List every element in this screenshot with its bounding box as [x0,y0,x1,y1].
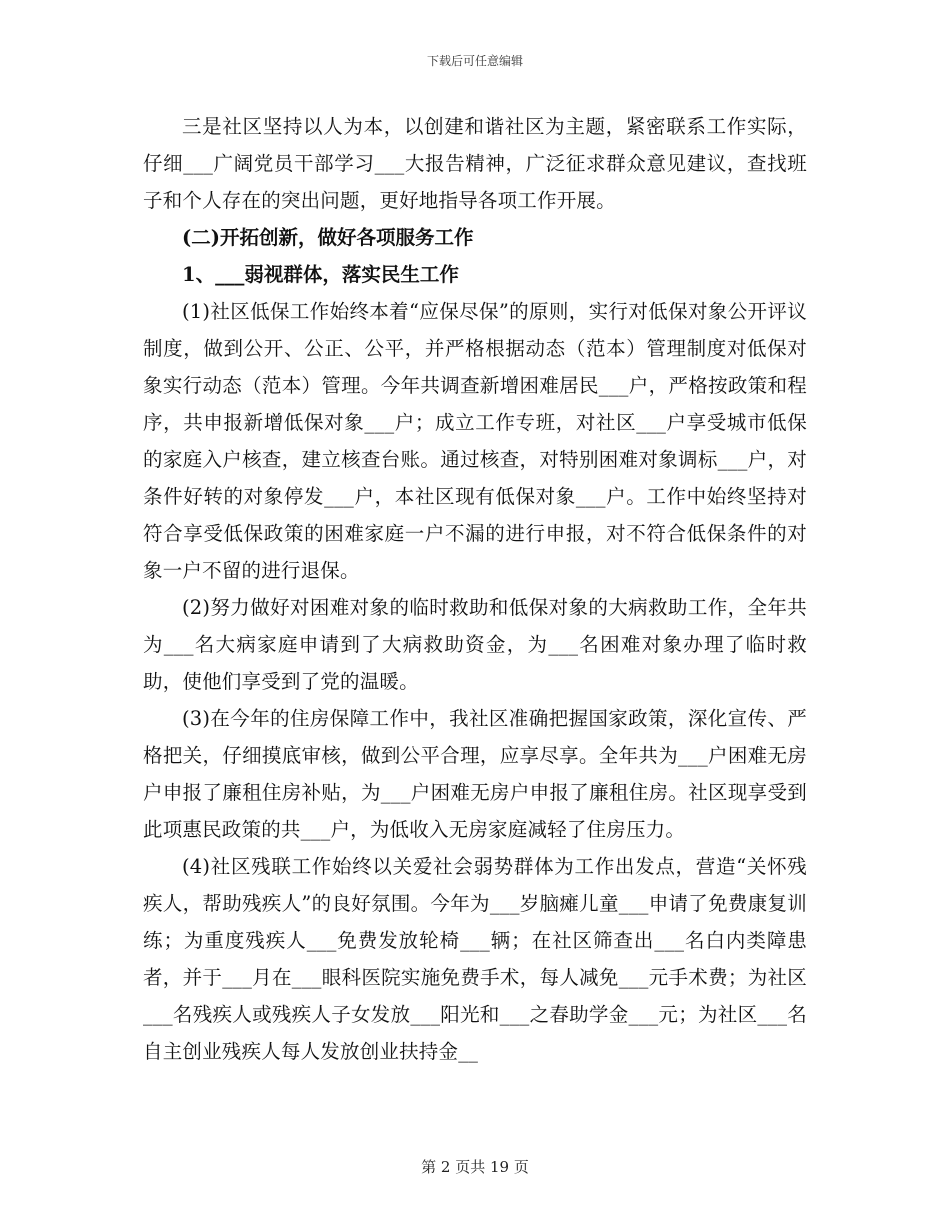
page-footer: 第 2 页共 19 页 [421,1158,529,1176]
paragraph-disability: (4)社区残联工作始终以关爱社会弱势群体为工作出发点，营造“关怀残疾人，帮助残疾人”的良好氛围。今年为___岁脑瘫儿童___申请了免费康复训练；为重度残疾人___免费发放轮椅___辆；在社区筛查出___名白内类障患者，并于___月在___眼科医院实施免费手术，每人减免___元手术费；为社区___名残疾人或残疾人子女发放___阳光和___之春助学金___元；为社区___名自主创业残疾人每人发放创业扶持金__ [143,855,807,1063]
paragraph-housing: (3)在今年的住房保障工作中，我社区准确把握国家政策，深化宣传、严格把关，仔细摸底审核，做到公平合理，应享尽享。全年共为___户困难无房户申报了廉租住房补贴，为___户困难无房户申报了廉租住房。社区现享受到此项惠民政策的共___户，为低收入无房家庭减轻了住房压力。 [143,707,807,841]
document-body [143,108,807,1070]
page-header: 下载后可任意编辑 [426,54,523,68]
section-heading: (二)开拓创新，做好各项服务工作 [182,226,474,249]
paragraph-low-income: (1)社区低保工作始终本着“应保尽保”的原则，实行对低保对象公开评议制度，做到公开、公正、公平，并严格根据动态（范本）管理制度对低保对象实行动态（范本）管理。今年共调查新增困难居民___户，严格按政策和程序，共申报新增低保对象___户；成立工作专班，对社区___户享受城市低保的家庭入户核查，建立核查台账。通过核查，对特别困难对象调标___户，对条件好转的对象停发___户，本社区现有低保对象___户。工作中始终坚持对符合享受低保政策的困难家庭一户不漏的进行申报，对不符合低保条件的对象一户不留的进行退保。 [143,300,807,582]
paragraph-intro: 三是社区坚持以人为本，以创建和谐社区为主题，紧密联系工作实际，仔细___广阔党员干部学习___大报告精神，广泛征求群众意见建议，查找班子和个人存在的突出问题，更好地指导各项工作开展。 [143,115,807,212]
subsection-heading: 1、___弱视群体，落实民生工作 [182,263,459,286]
paragraph-relief: (2)努力做好对困难对象的临时救助和低保对象的大病救助工作，全年共为___名大病家庭申请到了大病救助资金，为___名困难对象办理了临时救助，使他们享受到了党的温暖。 [143,596,807,693]
